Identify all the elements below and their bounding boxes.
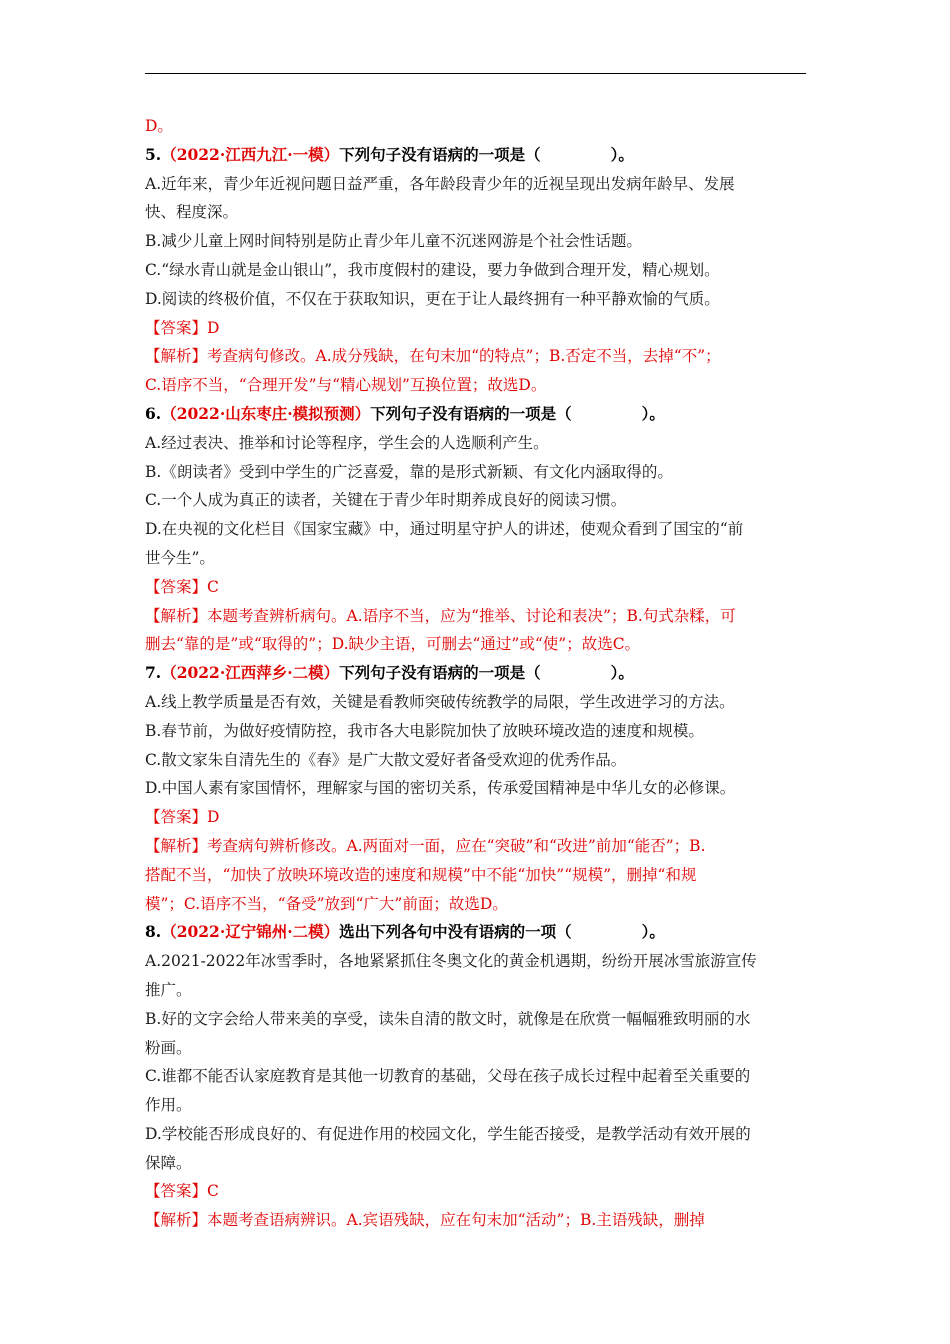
answer-label: 【答案】 [145, 318, 208, 337]
option-line: 世今生”。 [145, 548, 215, 567]
answer-line [145, 314, 810, 343]
option-line: A.近年来，青少年近视问题日益严重，各年龄段青少年的近视呈现出发病年龄早、发展 [145, 174, 735, 193]
analysis-label: 【解析】 [145, 1211, 208, 1230]
header-rule [145, 73, 806, 74]
document-body [145, 112, 810, 1235]
question-stem-end: ）。 [610, 663, 634, 683]
question-source: （2022·江西萍乡·二模） [161, 663, 340, 683]
question-stem-end: ）。 [641, 403, 665, 423]
answer-value: D [207, 318, 220, 337]
analysis-line: 搭配不当，“加快了放映环境改造的速度和规模”中不能“加快”“规模”，删掉“和规 [145, 865, 697, 884]
option-line: C.“绿水青山就是金山银山”，我市度假村的建设，要力争做到合理开发，精心规划。 [145, 260, 720, 279]
option-line: D.学校能否形成良好的、有促进作用的校园文化，学生能否接受，是教学活动有效开展的 [145, 1124, 751, 1143]
option-line: D.在央视的文化栏目《国家宝藏》中，通过明星守护人的讲述，使观众看到了国宝的“前 [145, 520, 744, 539]
analysis-text: 考查病句辨析修改。A.两面对一面，应在“突破”和“改进”前加“能否”；B. [207, 836, 706, 855]
question-heading [145, 659, 810, 688]
option-line: A.2021-2022年冰雪季时，各地紧紧抓住冬奥文化的黄金机遇期，纷纷开展冰雪旅游宣传 [145, 952, 757, 971]
option-line: 快、程度深。 [145, 203, 239, 222]
question-heading [145, 400, 810, 429]
analysis-line [145, 602, 810, 631]
question-source: （2022·山东枣庄·模拟预测） [161, 403, 371, 423]
question-source: （2022·辽宁锦州·二模） [161, 922, 340, 942]
answer-label: 【答案】 [145, 577, 208, 596]
option-line: B.《朗读者》受到中学生的广泛喜爱，靠的是形式新颖、有文化内涵取得的。 [145, 462, 673, 481]
question-source: （2022·江西九江·一模） [161, 144, 340, 164]
option-line: B.好的文字会给人带来美的享受，读朱自清的散文时，就像是在欣赏一幅幅雅致明丽的水 [145, 1009, 751, 1028]
analysis-text: 考查病句修改。A.成分残缺，在句末加“的特点”；B.否定不当，去掉“不”； [207, 347, 721, 366]
analysis-line: C.语序不当，“合理开发”与“精心规划”互换位置；故选D。 [145, 376, 547, 395]
question-stem: 下列句子没有语病的一项是（ [370, 403, 572, 423]
option-line: 粉画。 [145, 1038, 192, 1057]
question-stem: 下列句子没有语病的一项是（ [339, 144, 541, 164]
option-line: C.散文家朱自清先生的《春》是广大散文爱好者备受欢迎的优秀作品。 [145, 750, 627, 769]
question-stem: 选出下列各句中没有语病的一项（ [339, 922, 572, 942]
option-line: B.减少儿童上网时间特别是防止青少年儿童不沉迷网游是个社会性话题。 [145, 232, 642, 251]
option-line: C.一个人成为真正的读者，关键在于青少年时期养成良好的阅读习惯。 [145, 491, 627, 510]
previous-answer-tail: D。 [145, 117, 173, 135]
answer-value: D [207, 808, 220, 827]
answer-value: C [207, 1182, 219, 1201]
question-stem-end: ）。 [641, 922, 665, 942]
question-number: 8. [145, 922, 162, 942]
analysis-line: 模”；C.语序不当，“备受”放到“广大”前面；故选D。 [145, 894, 508, 913]
option-line: 推广。 [145, 980, 192, 999]
analysis-label: 【解析】 [145, 347, 208, 366]
answer-line [145, 803, 810, 832]
question-heading [145, 141, 810, 170]
question-number: 5. [145, 144, 162, 164]
analysis-line [145, 342, 810, 371]
option-line: A.线上教学质量是否有效，关键是看教师突破传统教学的局限，学生改进学习的方法。 [145, 692, 735, 711]
option-line: 作用。 [145, 1096, 192, 1115]
question-stem: 下列句子没有语病的一项是（ [339, 663, 541, 683]
answer-label: 【答案】 [145, 808, 208, 827]
option-line: A.经过表决、推举和讨论等程序，学生会的人选顺利产生。 [145, 433, 549, 452]
answer-line [145, 573, 810, 602]
analysis-line [145, 832, 810, 861]
option-line: D.阅读的终极价值，不仅在于获取知识，更在于让人最终拥有一种平静欢愉的气质。 [145, 289, 720, 308]
analysis-text: 本题考查语病辨识。A.宾语残缺，应在句末加“活动”；B.主语残缺，删掉 [207, 1211, 705, 1230]
question-number: 6. [145, 403, 162, 423]
option-line: 保障。 [145, 1153, 192, 1172]
answer-line [145, 1177, 810, 1206]
question-number: 7. [145, 663, 162, 683]
question-heading [145, 918, 810, 947]
answer-value: C [207, 577, 219, 596]
question-stem-end: ）。 [610, 144, 634, 164]
analysis-label: 【解析】 [145, 606, 208, 625]
analysis-line: 删去“靠的是”或“取得的”；D.缺少主语，可删去“通过”或“使”；故选C。 [145, 635, 641, 654]
option-line: C.谁都不能否认家庭教育是其他一切教育的基础，父母在孩子成长过程中起着至关重要的 [145, 1067, 751, 1086]
analysis-label: 【解析】 [145, 836, 208, 855]
option-line: B.春节前，为做好疫情防控，我市各大电影院加快了放映环境改造的速度和规模。 [145, 721, 704, 740]
analysis-text: 本题考查辨析病句。A.语序不当，应为“推举、讨论和表决”；B.句式杂糅，可 [207, 606, 736, 625]
answer-label: 【答案】 [145, 1182, 208, 1201]
option-line: D.中国人素有家国情怀，理解家与国的密切关系，传承爱国精神是中华儿女的必修课。 [145, 779, 736, 798]
analysis-line [145, 1206, 810, 1235]
